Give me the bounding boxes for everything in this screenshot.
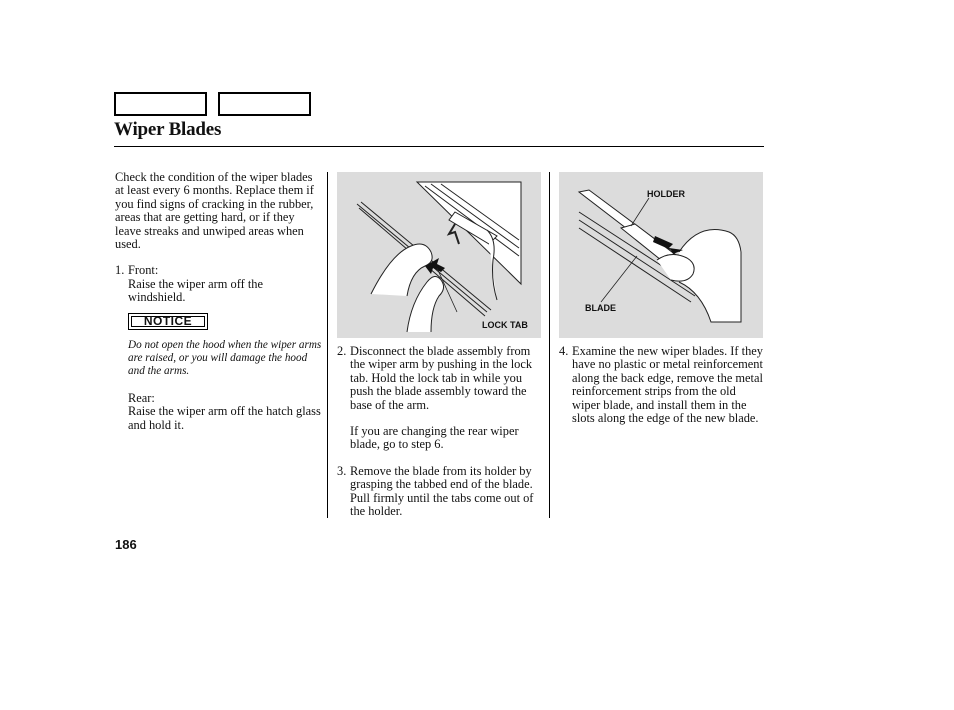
column-2 (337, 345, 542, 518)
rear-text: Raise the wiper arm off the hatch glass and hold it. (128, 404, 321, 432)
page-title: Wiper Blades (114, 119, 222, 140)
title-divider (114, 146, 764, 147)
figure-lock-tab (337, 172, 541, 338)
step-3-text: Remove the blade from its holder by grasping the tabbed end of the blade. Pull firmly until the tabs come out of the holder. (350, 463, 534, 519)
notice-badge: NOTICE (128, 313, 208, 330)
column-divider-2 (549, 172, 550, 518)
step-1-heading: Front: (128, 263, 159, 278)
step-2-number: 2. (337, 344, 347, 358)
step-2 (337, 345, 542, 412)
column-divider-1 (327, 172, 328, 518)
step-3 (337, 465, 542, 519)
step-4 (559, 345, 765, 425)
step-4-number: 4. (559, 344, 569, 358)
step-4-text: Examine the new wiper blades. If they have no plastic or metal reinforcement along the back edge, remove the metal reinforcement strips from the old wiper blade, and install them in the slots along the edge of the new blade. (572, 344, 763, 426)
holder-label: HOLDER (647, 189, 685, 199)
step-1-number: 1. (115, 263, 125, 278)
intro-paragraph: Check the condition of the wiper blades at least every 6 months. Replace them if you find signs of cracking in the rubber, areas that are getting hard, or if they leave streaks and unwiped areas when used. (115, 170, 314, 252)
wiper-arm-illustration (337, 172, 541, 338)
lock-tab-label: LOCK TAB (482, 320, 528, 330)
blade-label: BLADE (585, 303, 616, 313)
nav-tab-box-1[interactable] (114, 92, 207, 116)
step-1 (115, 264, 323, 277)
step-2-note: If you are changing the rear wiper blade, go to step 6. (350, 424, 519, 452)
column-1 (115, 171, 323, 432)
column-3 (559, 345, 765, 425)
step-2-text: Disconnect the blade assembly from the wiper arm by pushing in the lock tab. Hold the lock tab in while you push the blade assembly toward the base of the arm. (350, 344, 533, 412)
page-number: 186 (115, 537, 137, 552)
figure-holder-blade (559, 172, 763, 338)
rear-heading: Rear: (128, 391, 155, 406)
step-3-number: 3. (337, 463, 347, 478)
nav-tab-box-2[interactable] (218, 92, 311, 116)
step-1-text: Raise the wiper arm off the windshield. (128, 276, 263, 305)
notice-text: Do not open the hood when the wiper arms are raised, or you will damage the hood and the arms. (128, 339, 322, 378)
